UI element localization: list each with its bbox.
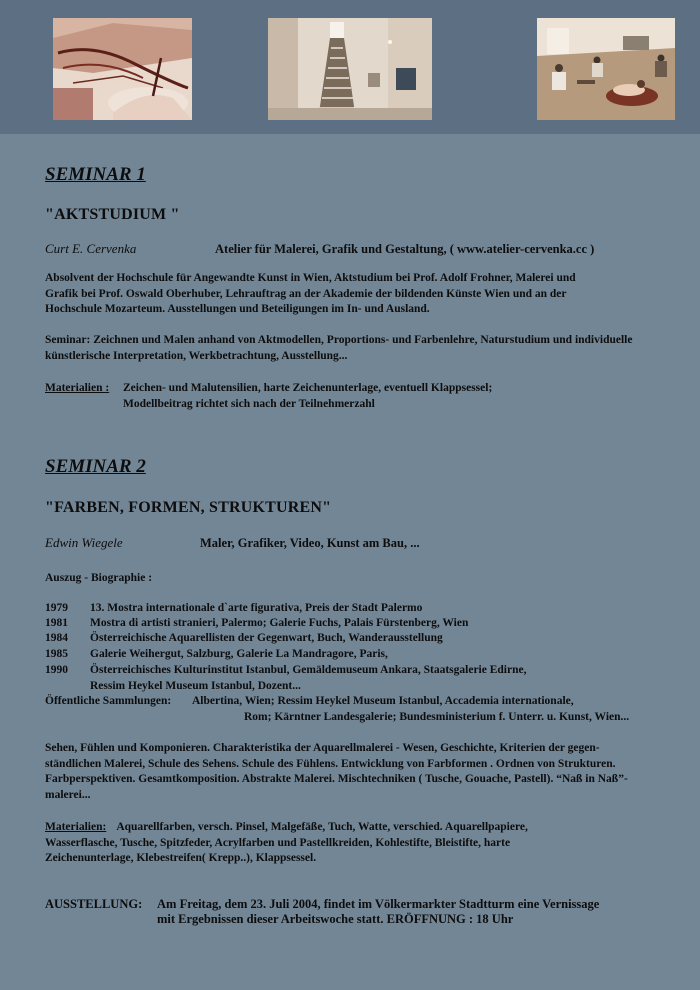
seminar1-bio-line: Absolvent der Hochschule für Angewandte Kunst in Wien, Aktstudium bei Prof. Adolf Frohner, Malerei und <box>45 272 576 284</box>
bio-entry <box>45 632 443 644</box>
seminar2-heading: SEMINAR 2 <box>45 456 146 477</box>
exhibition-line2: mit Ergebnissen dieser Arbeitswoche statt. ERÖFFNUNG : 18 Uhr <box>157 912 514 926</box>
seminar2-description <box>45 741 628 803</box>
seminar2-materials-line: Wasserflasche, Tusche, Spitzfeder, Acrylfarben und Pastellkreiden, Kohlestifte, Bleistifte, harte <box>45 836 511 849</box>
seminar1-bio-line: Grafik bei Prof. Oswald Oberhuber, Lehrauftrag an der Akademie der bildenden Künste Wien und an der <box>45 287 567 300</box>
seminar2-materials-line: Aquarellfarben, versch. Pinsel, Malgefäße, Tuch, Watte, verschied. Aquarellpapiere, <box>116 821 528 833</box>
seminar2-role: Maler, Grafiker, Video, Kunst am Bau, ... <box>200 536 420 550</box>
seminar2-materials <box>45 820 528 867</box>
bio-year: 1984 <box>45 632 68 644</box>
collections-text: Albertina, Wien; Ressim Heykel Museum Istanbul, Accademia internationale, <box>192 695 574 707</box>
seminar1-role: Atelier für Malerei, Grafik und Gestaltung, ( www.atelier-cervenka.cc ) <box>215 242 595 256</box>
seminar2-bio-label: Auszug - Biographie : <box>45 572 153 584</box>
seminar1-description <box>45 333 632 364</box>
seminar1-title: "AKTSTUDIUM " <box>45 206 180 223</box>
exhibition-label: AUSSTELLUNG: <box>45 897 143 911</box>
seminar2-description-line: Sehen, Fühlen und Komponieren. Charakteristika der Aquarellmalerei - Wesen, Geschichte, Kriterien der gegen- <box>45 742 600 754</box>
staircase-gallery-photo <box>268 18 432 120</box>
seminar1-description-line: Seminar: Zeichnen und Malen anhand von Aktmodellen, Proportions- und Farbenlehre, Naturstudium und individuelle <box>45 334 633 346</box>
seminar1-materials-label: Materialien : <box>45 382 110 394</box>
seminar1-instructor: Curt E. Cervenka <box>45 241 137 256</box>
bio-entry <box>45 648 388 660</box>
seminar2-description-line: malerei... <box>45 788 91 801</box>
studio-models-photo <box>537 18 675 120</box>
bio-text: Österreichische Aquarellisten der Gegenwart, Buch, Wanderausstellung <box>90 632 443 644</box>
bio-year: 1985 <box>45 648 68 660</box>
seminar2-materials-label: Materialien: <box>45 821 107 833</box>
bio-continuation: Ressim Heykel Museum Istanbul, Dozent... <box>90 680 301 692</box>
seminar1-materials-line: Modellbeitrag richtet sich nach der Teilnehmerzahl <box>123 397 375 410</box>
seminar2-materials-line: Zeichenunterlage, Klebestreifen( Krepp..), Klappsessel. <box>45 852 317 864</box>
seminar1-heading: SEMINAR 1 <box>45 164 146 185</box>
bio-year: 1981 <box>45 617 68 629</box>
seminar1-bio-line: Hochschule Mozarteum. Ausstellungen und Beteiligungen im In- und Ausland. <box>45 303 430 315</box>
bio-entry <box>45 664 526 676</box>
bio-entry <box>45 602 422 614</box>
seminar2-title: "FARBEN, FORMEN, STRUKTUREN" <box>45 499 332 516</box>
seminar1-bio <box>45 271 576 318</box>
seminar1-description-line: künstlerische Interpretation, Werkbetrachtung, Ausstellung... <box>45 349 348 362</box>
seminar1-materials-line: Zeichen- und Malutensilien, harte Zeichenunterlage, eventuell Klappsessel; <box>123 382 493 394</box>
seminar2-description-line: ständlichen Malerei, Schule des Sehens. Schule des Fühlens. Entwicklung von Farbformen . Ordnen von Strukturen. <box>45 757 616 770</box>
exhibition-line1: Am Freitag, dem 23. Juli 2004, findet im Völkermarkter Stadtturm eine Vernissage <box>157 897 600 911</box>
bio-year: 1990 <box>45 664 68 676</box>
bio-year: 1979 <box>45 602 68 614</box>
public-collections <box>45 695 574 707</box>
drawing-hand-photo <box>53 18 192 120</box>
bio-text: 13. Mostra internationale d`arte figurativa, Preis der Stadt Palermo <box>90 602 423 614</box>
bio-text: Mostra di artisti stranieri, Palermo; Galerie Fuchs, Palais Fürstenberg, Wien <box>90 617 469 629</box>
seminar2-instructor: Edwin Wiegele <box>45 535 123 550</box>
bio-text: Österreichisches Kulturinstitut Istanbul, Gemäldemuseum Ankara, Staatsgalerie Edirne, <box>90 664 527 676</box>
bio-entry <box>45 617 468 629</box>
seminar2-materials-first-line <box>45 820 528 836</box>
bio-text: Galerie Weihergut, Salzburg, Galerie La Mandragore, Paris, <box>90 648 388 660</box>
seminar2-description-line: Farbperspektiven. Gesamtkomposition. Abstrakte Malerei. Mischtechniken ( Tusche, Gouache, Pastell). “Naß in Naß”- <box>45 773 628 785</box>
collections-text-continued: Rom; Kärntner Landesgalerie; Bundesministerium f. Unterr. u. Kunst, Wien... <box>244 711 630 723</box>
seminar1-materials <box>123 381 492 412</box>
collections-label: Öffentliche Sammlungen: <box>45 695 172 707</box>
